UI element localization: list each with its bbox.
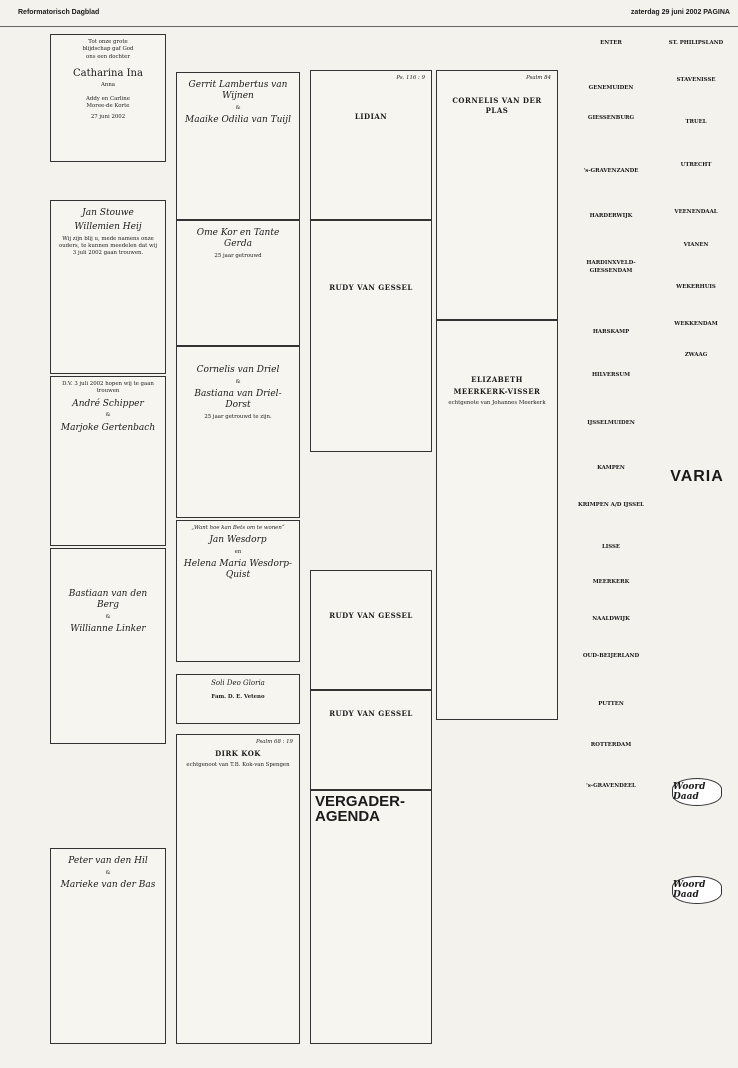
ampersand: & <box>105 412 111 419</box>
church-item: MEERKERK <box>592 578 630 585</box>
wife-name: Helena Maria Wesdorp-Quist <box>183 559 293 581</box>
husband-name: Cornelis van Driel <box>196 365 280 375</box>
bride-name: Willianne Linker <box>70 623 146 634</box>
ampersand: en <box>234 549 242 556</box>
obituary-ad <box>310 570 432 690</box>
church-item: LISSE <box>601 543 621 550</box>
groom-name: Peter van den Hil <box>68 856 148 866</box>
bride-name: Marjoke Gertenbach <box>60 422 156 433</box>
woord-daad-logo: Woord Daad <box>672 778 722 806</box>
ampersand: & <box>105 613 111 620</box>
masthead: Reformatorisch Dagblad <box>18 9 100 16</box>
ad-line: blijdschap gaf God <box>82 46 134 53</box>
ampersand: & <box>235 104 241 111</box>
child-subname: Anna <box>100 82 116 89</box>
church-services-list <box>566 40 656 796</box>
church-item: UTRECHT <box>680 161 712 168</box>
church-services-list <box>660 40 732 365</box>
obituary-ad <box>310 70 432 220</box>
wedding-ad <box>50 548 166 744</box>
agenda-title: AGENDA <box>315 808 381 825</box>
thanks-ad <box>176 674 300 724</box>
church-item: STAVENISSE <box>676 77 716 84</box>
church-item: HARSKAMP <box>592 329 630 336</box>
groom-name: Jan Stouwe <box>82 208 134 218</box>
anniversary-ad <box>176 346 300 518</box>
bible-ref: Ps. 116 : 9 <box>396 75 425 81</box>
bible-ref: Psalm 68 : 19 <box>256 739 293 745</box>
ad-subtitle: 25 jaar getrouwd <box>214 252 262 259</box>
ad-line: Tot onze grote <box>88 39 128 45</box>
wedding-ad <box>50 848 166 1044</box>
bible-ref: Psalm 84 <box>526 75 551 81</box>
husband-name: Jan Wesdorp <box>209 535 267 546</box>
church-item: TRUEL <box>685 118 707 125</box>
church-item: GENEMUIDEN <box>588 85 634 92</box>
ad-subtitle: 25 jaar getrouwd te zijn. <box>204 413 272 420</box>
ampersand: & <box>105 869 111 876</box>
church-item: HARDINXVELD-GIESSENDAM <box>586 260 636 274</box>
church-item: OUD-BEIJERLAND <box>582 653 640 660</box>
deceased-name: ELIZABETH <box>471 375 523 384</box>
church-item: ZWAAG <box>684 352 708 359</box>
church-item: GIESSENBURG <box>587 114 635 121</box>
parents-line: Addy en Carline <box>86 95 130 102</box>
church-item: 's-GRAVENZANDE <box>583 167 639 174</box>
church-item: HILVERSUM <box>591 372 631 379</box>
church-item: VIANEN <box>683 242 709 249</box>
ad-intro: D.V. 3 juli 2002 hopen wij te gaan trouwen <box>62 381 154 395</box>
wedding-ad <box>50 200 166 374</box>
bride-name: Maaike Odilia van Tuijl <box>185 114 291 125</box>
church-item: KRIMPEN A/D IJSSEL <box>578 502 644 509</box>
church-item: KAMPEN <box>597 464 625 471</box>
varia-heading: VARIA <box>670 468 724 485</box>
deceased-name: DIRK KOK <box>215 749 261 759</box>
birth-ad <box>50 34 166 162</box>
parents-line: Moree-de Korte <box>86 102 130 109</box>
obituary-ad <box>436 320 558 720</box>
agenda-title: VERGADER- <box>315 793 406 810</box>
ad-title: Soli Deo Gloria <box>211 679 265 687</box>
obituary-ad <box>310 690 432 790</box>
bride-name: Marieke van der Bas <box>60 880 156 891</box>
ad-title: Ome Kor en Tante Gerda <box>196 228 280 249</box>
church-item: IJSSELMUIDEN <box>587 419 635 426</box>
child-name: Catharina Ina <box>73 67 143 79</box>
groom-name: Gerrit Lambertus van Wijnen <box>188 80 288 101</box>
church-item: PUTTEN <box>598 700 624 707</box>
deceased-name: MEERKERK-VISSER <box>453 387 541 397</box>
ad-quote: „Want hoe kan Bets om te wonen“ <box>191 525 285 531</box>
deceased-name: LIDIAN <box>354 112 388 122</box>
deceased-name: CORNELIS VAN DER PLAS <box>452 96 542 115</box>
wife-name: Bastiana van Driel-Dorst <box>194 389 282 410</box>
vergader-agenda <box>310 790 432 1044</box>
woord-daad-logo: Woord Daad <box>672 876 722 904</box>
deceased-name: RUDY VAN GESSEL <box>329 283 413 292</box>
groom-name: André Schipper <box>72 398 144 409</box>
obituary-ad <box>176 734 300 1044</box>
ad-intro: echtgenoot van T.B. Kok-van Spengen <box>186 761 290 768</box>
church-item: ROTTERDAM <box>590 742 632 749</box>
church-item: NAALDWIJK <box>592 616 630 623</box>
ad-date: 27 juni 2002 <box>90 114 126 121</box>
page-date: zaterdag 29 juni 2002 PAGINA <box>630 9 730 16</box>
groom-name: Bastiaan van den Berg <box>68 589 148 610</box>
ad-intro: Wij zijn blij u, mede namens onze ouders, te kunnen meedelen dat wij 3 juli 2002 gaan trouwen. <box>58 235 158 257</box>
bride-name: Willemien Heij <box>74 221 142 232</box>
deceased-name: RUDY VAN GESSEL <box>329 611 413 620</box>
wedding-ad <box>50 376 166 546</box>
church-item: VEENENDAAL <box>674 209 718 216</box>
wedding-ad <box>176 72 300 220</box>
anniversary-ad <box>176 520 300 662</box>
ampersand: & <box>235 378 241 385</box>
ad-line: ons een dochter <box>86 53 130 60</box>
church-item: HARDERWIJK <box>589 213 633 220</box>
obituary-ad <box>310 220 432 452</box>
church-item: WEKERHUIS <box>676 283 716 290</box>
church-item: WEKKENDAM <box>674 321 718 328</box>
deceased-name: RUDY VAN GESSEL <box>329 709 413 718</box>
ad-signature: Fam. D. E. Veteno <box>211 694 265 701</box>
ad-intro: echtgenote van Johannes Meerkerk <box>448 399 546 406</box>
anniversary-ad <box>176 220 300 346</box>
obituary-ad <box>436 70 558 320</box>
church-item: 's-GRAVENDEEL <box>586 783 636 790</box>
church-item: ENTER <box>600 40 622 46</box>
page-header <box>0 0 738 27</box>
church-item: ST. PHILIPSLAND <box>668 40 724 46</box>
